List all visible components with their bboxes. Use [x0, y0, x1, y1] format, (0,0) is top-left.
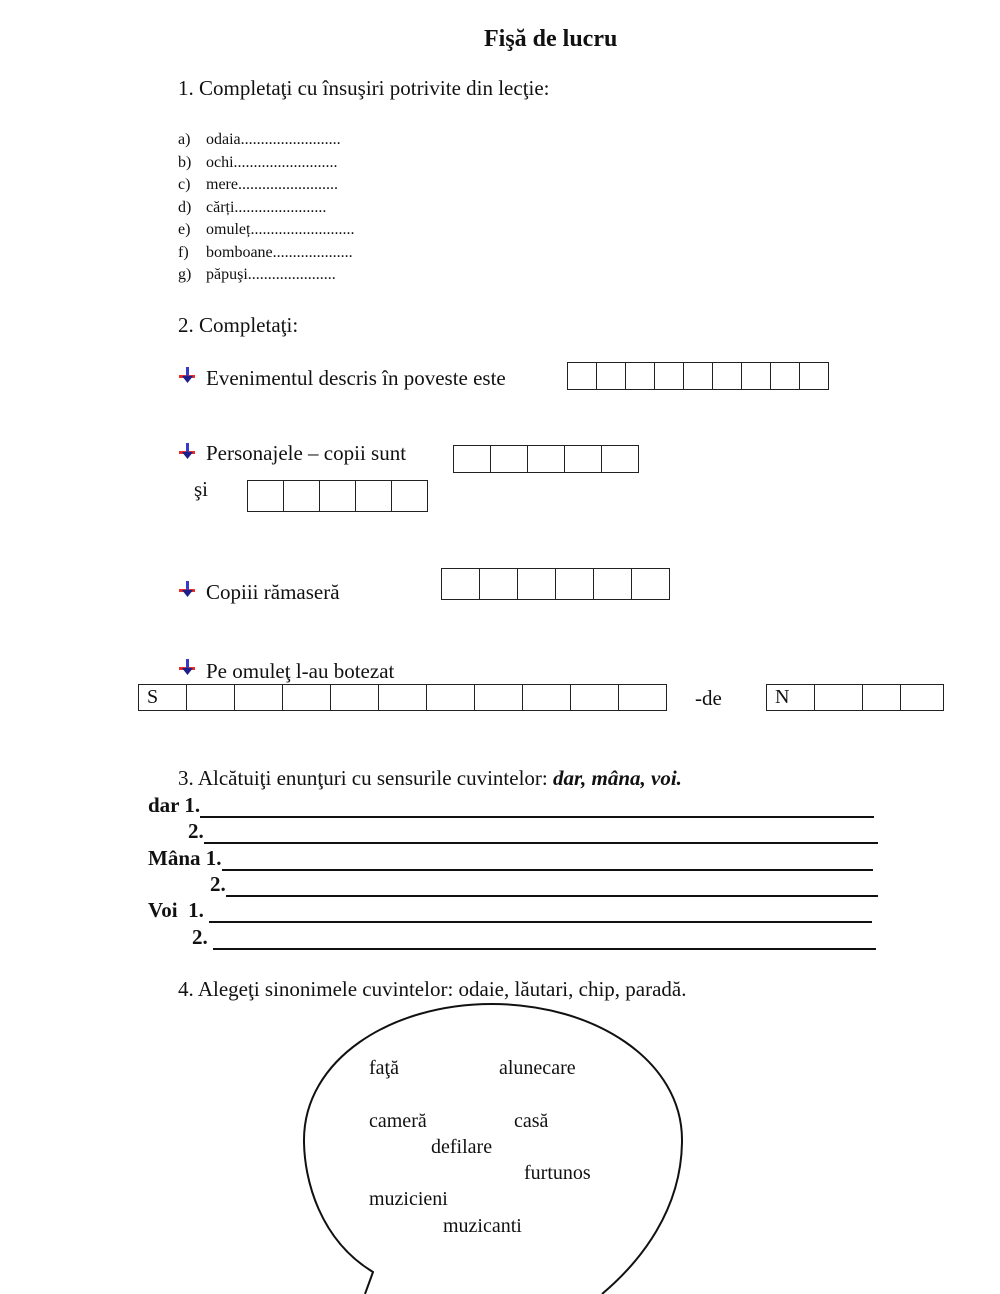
copiii-label: Copiii rămaseră	[206, 580, 340, 604]
letter-box[interactable]	[517, 568, 556, 600]
letter-box[interactable]	[654, 362, 684, 390]
item-text: cărți.......................	[206, 198, 327, 216]
answer-line[interactable]	[204, 824, 878, 844]
item-text: omuleț..........................	[206, 221, 355, 238]
letter-box[interactable]	[618, 684, 667, 711]
bubble-word[interactable]: muzicieni	[369, 1188, 448, 1210]
omulet-name-grid-n	[766, 684, 944, 711]
letter-box[interactable]	[247, 480, 284, 512]
sentence-label: Voi 1.	[148, 898, 210, 922]
answer-line[interactable]	[226, 877, 878, 897]
letter-box[interactable]	[426, 684, 475, 711]
item-text: odaia.........................	[206, 131, 341, 148]
bubble-word[interactable]: faţă	[369, 1057, 399, 1079]
letter-box[interactable]	[712, 362, 742, 390]
letter-box[interactable]	[564, 445, 602, 473]
letter-box[interactable]	[474, 684, 523, 711]
letter-box[interactable]	[596, 362, 626, 390]
personaje-label: Personajele – copii sunt	[206, 441, 407, 465]
arrow-bullet-icon	[179, 659, 197, 677]
letter-box[interactable]	[283, 480, 320, 512]
letter-box[interactable]	[625, 362, 655, 390]
sentence-line[interactable]	[192, 925, 876, 950]
question-2-text: 2. Completaţi:	[178, 313, 299, 337]
letter-box[interactable]	[683, 362, 713, 390]
arrow-bullet-icon	[179, 443, 197, 461]
letter-box[interactable]	[814, 684, 863, 711]
letter-box[interactable]	[378, 684, 427, 711]
sentence-line[interactable]	[148, 793, 874, 818]
item-letter: d)	[178, 198, 192, 216]
page-title: Fişă de lucru	[484, 26, 618, 52]
question-3-text	[178, 766, 682, 791]
sentence-label: 2.	[210, 872, 226, 896]
sentence-label: 2.	[192, 925, 213, 949]
question-1-list	[178, 129, 354, 287]
arrow-bullet-icon	[179, 367, 197, 385]
letter-box[interactable]	[799, 362, 829, 390]
list-item	[178, 197, 354, 220]
personaje-answer-grid-1	[453, 445, 639, 473]
letter-box[interactable]: N	[766, 684, 815, 711]
letter-box[interactable]	[330, 684, 379, 711]
question-3-prefix: 3. Alcătuiţi enunţuri cu sensurile cuvintelor:	[178, 766, 553, 790]
item-letter: g)	[178, 266, 192, 283]
letter-box[interactable]	[770, 362, 800, 390]
letter-box[interactable]	[355, 480, 392, 512]
eveniment-label: Evenimentul descris în poveste este	[206, 366, 506, 390]
bubble-word[interactable]: defilare	[431, 1136, 493, 1158]
question-3-words: dar, mâna, voi.	[553, 766, 682, 790]
sentence-line[interactable]	[188, 819, 878, 844]
bubble-word[interactable]: muzicanti	[443, 1215, 522, 1237]
answer-line[interactable]	[200, 798, 874, 818]
list-item	[178, 129, 354, 152]
bubble-word[interactable]: alunecare	[499, 1057, 576, 1079]
sentence-line[interactable]	[148, 898, 872, 923]
letter-box[interactable]	[601, 445, 639, 473]
eveniment-answer-grid	[567, 362, 829, 390]
question-1-text: 1. Completaţi cu însuşiri potrivite din lecţie:	[178, 76, 550, 100]
letter-box[interactable]: S	[138, 684, 187, 711]
speech-bubble	[300, 1000, 690, 1294]
arrow-bullet-icon	[179, 581, 197, 599]
de-label: -de	[695, 686, 722, 710]
letter-box[interactable]	[593, 568, 632, 600]
sentence-line[interactable]	[148, 846, 873, 871]
letter-box[interactable]	[862, 684, 901, 711]
item-letter: f)	[178, 243, 189, 261]
letter-box[interactable]	[567, 362, 597, 390]
letter-box[interactable]	[555, 568, 594, 600]
sentence-label: 2.	[188, 819, 204, 843]
letter-box[interactable]	[186, 684, 235, 711]
letter-box[interactable]	[522, 684, 571, 711]
personaje-answer-grid-2	[247, 480, 428, 512]
list-item	[178, 264, 354, 287]
omulet-label: Pe omuleţ l-au botezat	[206, 659, 395, 683]
list-item	[178, 219, 354, 242]
letter-box[interactable]	[319, 480, 356, 512]
letter-box[interactable]	[631, 568, 670, 600]
bubble-word[interactable]: cameră	[369, 1110, 427, 1132]
letter-box[interactable]	[453, 445, 491, 473]
bubble-word[interactable]: casă	[514, 1110, 549, 1132]
bubble-word[interactable]: furtunos	[524, 1162, 591, 1184]
list-item	[178, 242, 354, 265]
item-text: păpuşi......................	[206, 266, 336, 283]
letter-box[interactable]	[570, 684, 619, 711]
item-letter: c)	[178, 176, 191, 193]
sentence-label: Mâna 1.	[148, 846, 222, 870]
answer-line[interactable]	[222, 851, 873, 871]
question-4-text: 4. Alegeţi sinonimele cuvintelor: odaie, lăutari, chip, paradă.	[178, 977, 687, 1001]
letter-box[interactable]	[741, 362, 771, 390]
letter-box[interactable]	[441, 568, 480, 600]
item-text: bomboane....................	[206, 243, 353, 261]
sentence-label: dar 1.	[148, 793, 201, 817]
item-letter: e)	[178, 221, 191, 238]
item-letter: b)	[178, 153, 192, 171]
letter-box[interactable]	[490, 445, 528, 473]
item-text: mere.........................	[206, 176, 338, 193]
sentence-line[interactable]	[210, 872, 878, 897]
list-item	[178, 174, 354, 197]
omulet-name-grid-s	[138, 684, 667, 711]
si-label: şi	[194, 477, 209, 501]
item-text: ochi..........................	[206, 153, 338, 171]
item-letter: a)	[178, 131, 191, 148]
letter-box[interactable]	[391, 480, 428, 512]
letter-box[interactable]	[527, 445, 565, 473]
list-item	[178, 152, 354, 175]
copiii-answer-grid	[441, 568, 670, 600]
letter-box[interactable]	[900, 684, 944, 711]
letter-box[interactable]	[479, 568, 518, 600]
answer-line[interactable]	[213, 930, 876, 950]
answer-line[interactable]	[209, 903, 872, 923]
letter-box[interactable]	[282, 684, 331, 711]
letter-box[interactable]	[234, 684, 283, 711]
